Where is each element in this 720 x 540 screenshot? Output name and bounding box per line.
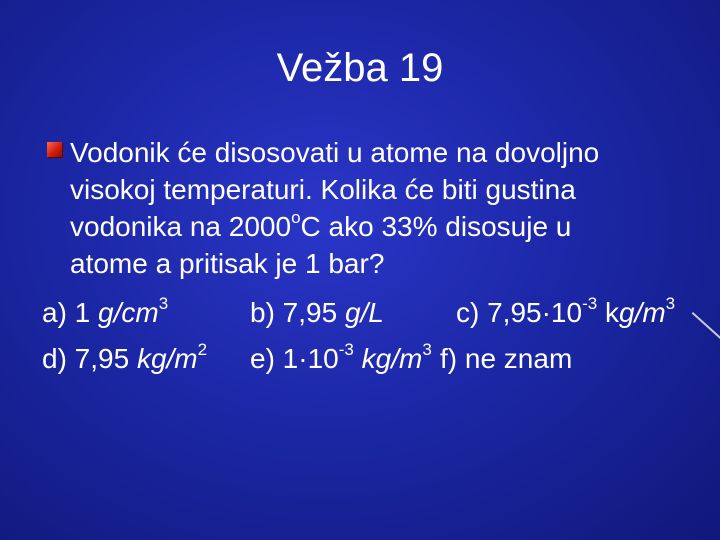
answer-e: e) $1\cdot 10^{-3}$ $kg/m^3$: [250, 340, 432, 374]
question-line-4: atome a pritisak je 1 bar?: [70, 248, 385, 279]
answer-d: d) 7,95 $kg/m^2$: [42, 340, 208, 374]
answer-b: b) 7,95 g/L: [250, 297, 384, 328]
bullet-icon: [47, 142, 62, 157]
question-line-2: visokoj temperaturi. Kolika će biti gustina: [70, 174, 576, 205]
question-text: [70, 134, 700, 282]
answer-c: c) $7,95\cdot 10^{-3}$ $kg/m^3$: [456, 294, 676, 328]
question-line-1: Vodonik će disosovati u atome na dovoljno: [70, 137, 600, 168]
question-line-3: vodonika na 2000$^o$C ako 33% disosuje u: [70, 208, 572, 242]
slide-title: Vežba 19: [276, 46, 444, 90]
pointer-line-icon: [692, 312, 720, 340]
answer-f: f) ne znam: [440, 343, 573, 374]
answer-a: a) 1 $g/cm^3$: [42, 294, 169, 328]
